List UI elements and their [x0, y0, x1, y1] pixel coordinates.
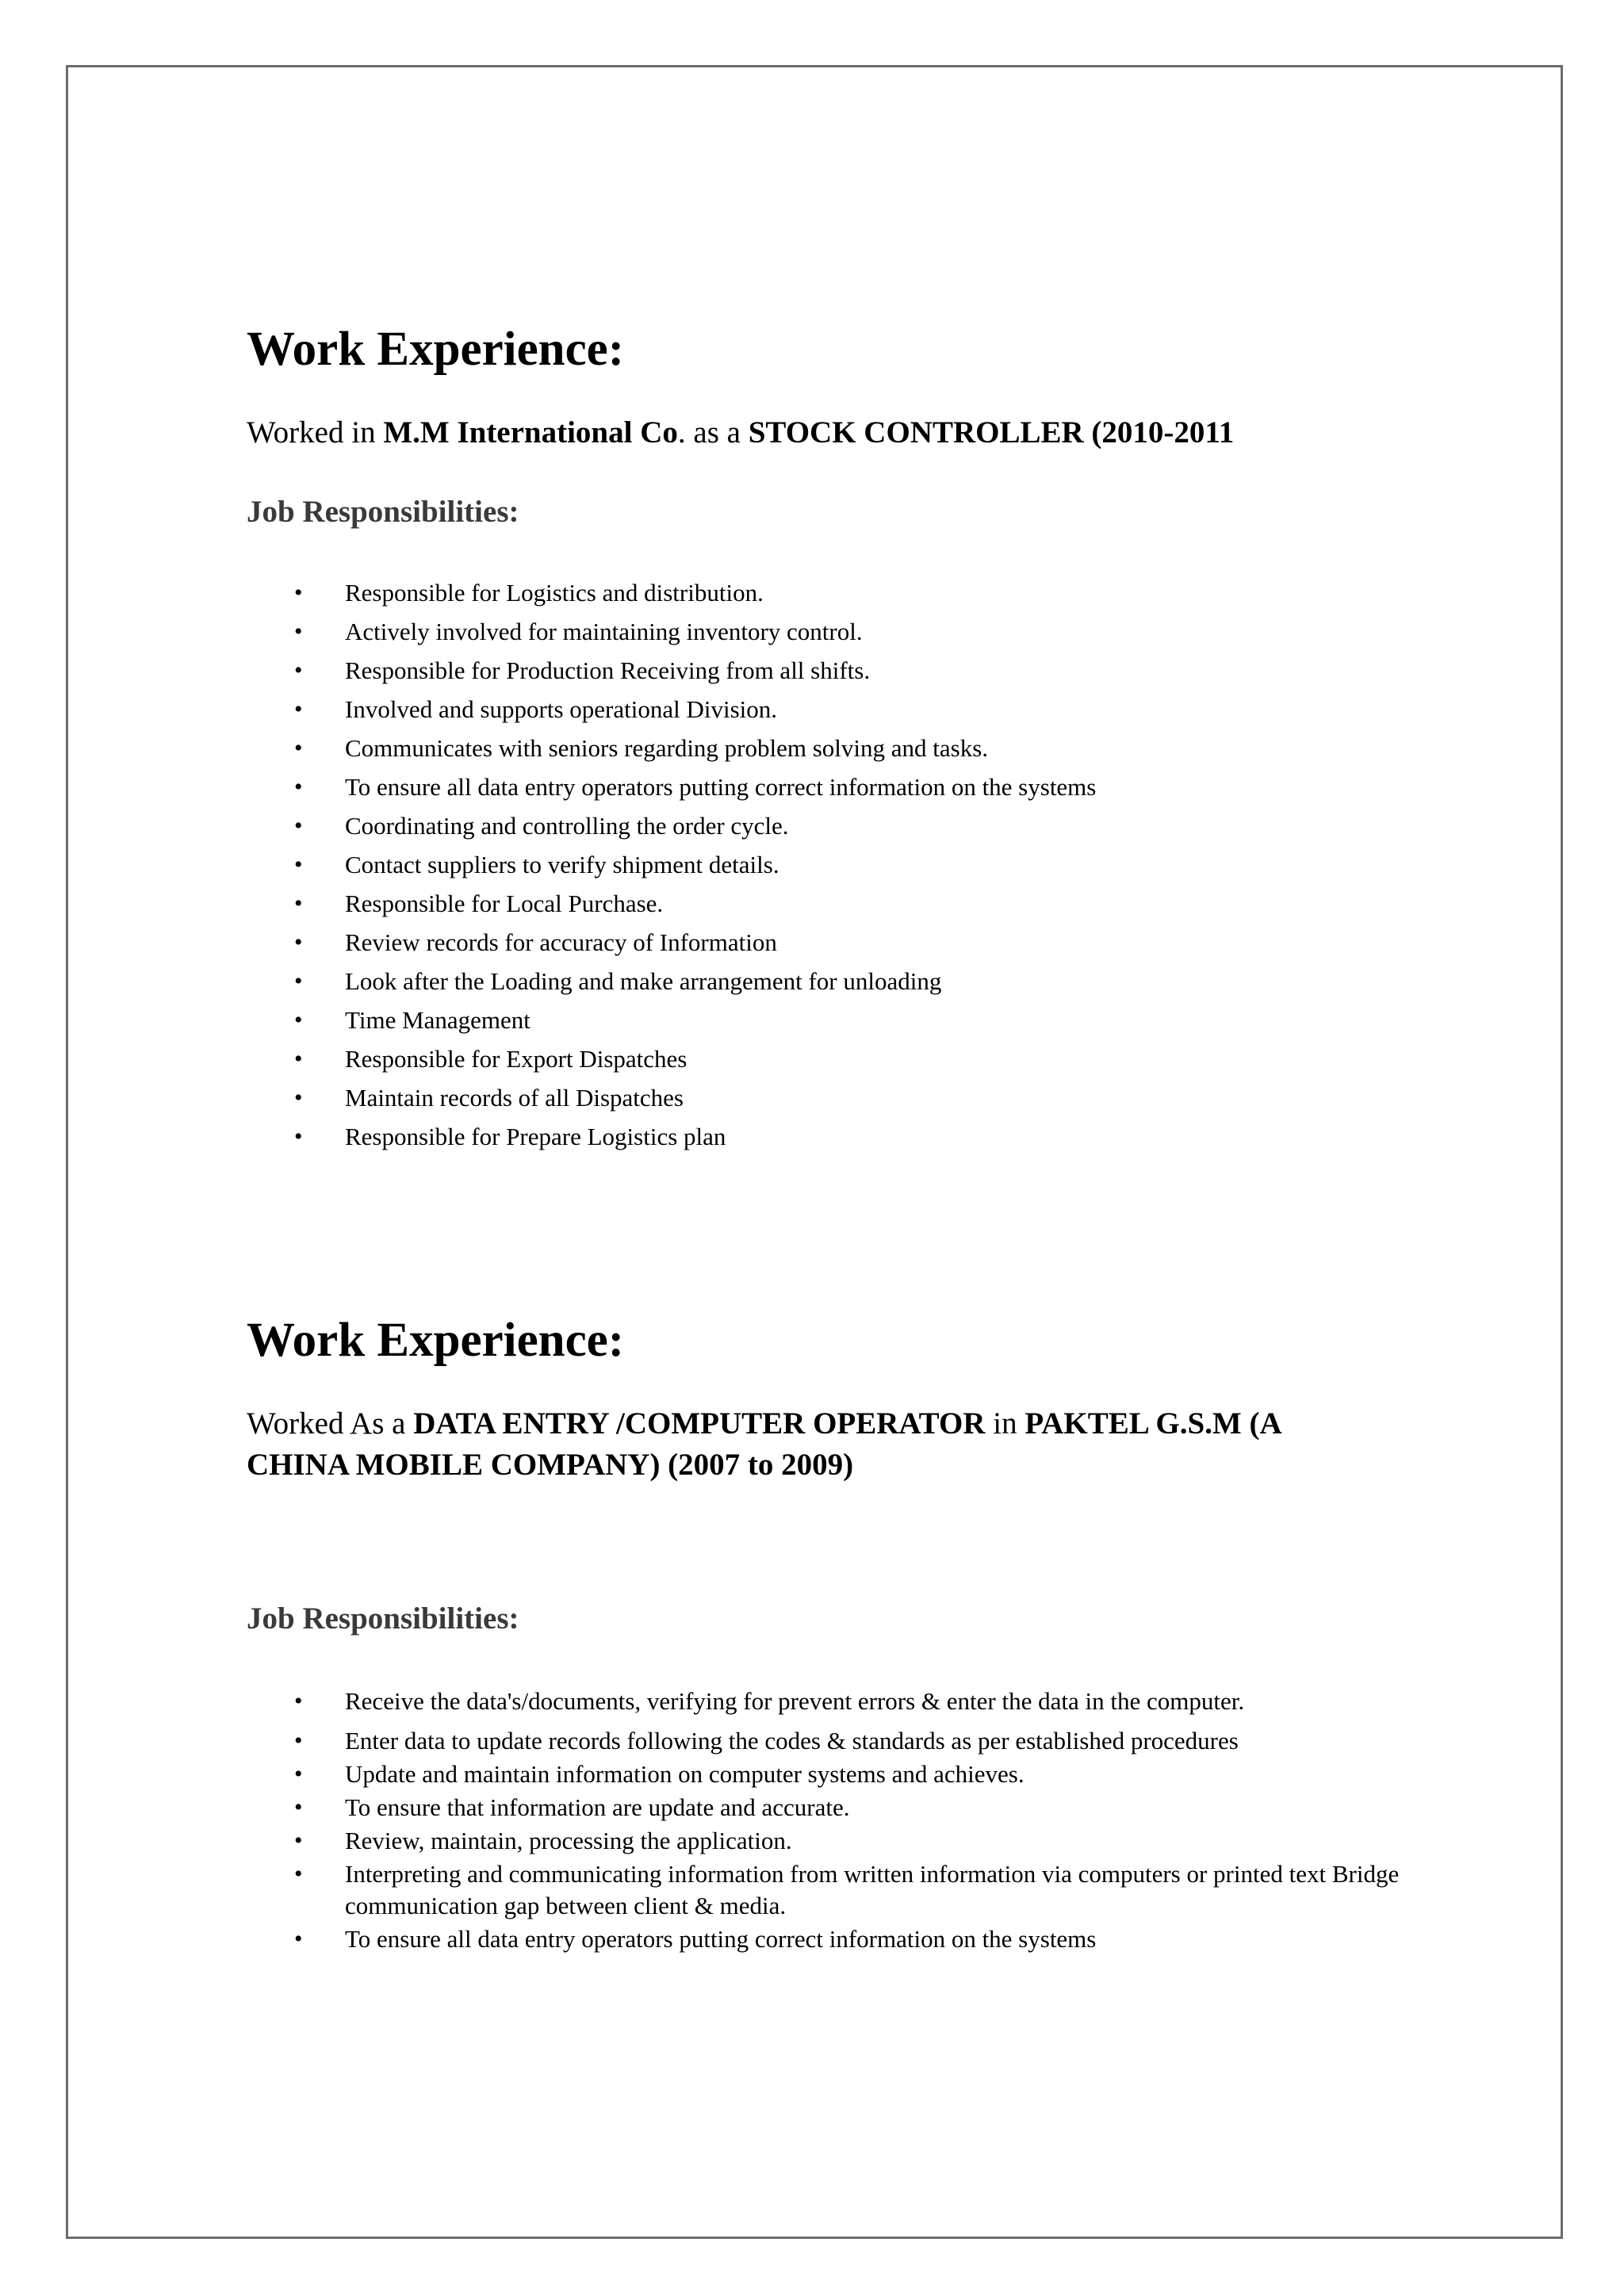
list-item-text: Responsible for Production Receiving from all shifts. — [345, 656, 871, 684]
section-title: Work Experience: — [247, 323, 625, 376]
bullet-icon: • — [294, 1794, 303, 1820]
list-item — [247, 1725, 1412, 1757]
role-text: Worked As a — [247, 1406, 414, 1441]
list-item — [247, 966, 1412, 997]
list-item-text: Contact suppliers to verify shipment details. — [345, 851, 779, 878]
list-item-text: Communicates with seniors regarding problem solving and tasks. — [345, 734, 989, 762]
bullet-icon: • — [294, 580, 303, 606]
list-item-text: Involved and supports operational Division. — [345, 695, 777, 723]
bullet-icon: • — [294, 813, 303, 839]
role-text: in — [985, 1406, 1025, 1441]
list-item — [247, 655, 1412, 687]
list-item-text: Enter data to update records following the codes & standards as per established procedures — [345, 1727, 1239, 1755]
list-item-text: Responsible for Local Purchase. — [345, 890, 664, 917]
list-item-text: Responsible for Logistics and distribution. — [345, 579, 764, 607]
list-item — [247, 1121, 1412, 1153]
responsibilities-heading: Job Responsibilities: — [247, 1601, 519, 1636]
list-item — [247, 1082, 1412, 1114]
bullet-icon: • — [294, 657, 303, 683]
list-item-text: Time Management — [345, 1006, 530, 1034]
list-item — [247, 888, 1412, 920]
list-item-text: Actively involved for maintaining inventory control. — [345, 618, 863, 645]
list-item-text: Review, maintain, processing the application. — [345, 1827, 792, 1854]
list-item-text: Interpreting and communicating information from written information via computers or printed text Bridge communication gap between client & media. — [345, 1860, 1400, 1919]
responsibilities-heading: Job Responsibilities: — [247, 495, 519, 529]
bullet-icon: • — [294, 1861, 303, 1887]
bullet-icon: • — [294, 968, 303, 994]
role-emphasis: STOCK CONTROLLER (2010-2011 — [748, 415, 1235, 450]
role-text: Worked in — [247, 415, 384, 450]
bullet-icon: • — [294, 851, 303, 878]
bullet-icon: • — [294, 1761, 303, 1787]
list-item — [247, 1858, 1412, 1922]
list-item-text: Update and maintain information on computer systems and achieves. — [345, 1760, 1025, 1788]
role-emphasis: DATA ENTRY /COMPUTER OPERATOR — [413, 1406, 986, 1441]
bullet-icon: • — [294, 735, 303, 761]
list-item-text: Coordinating and controlling the order cycle. — [345, 812, 789, 840]
responsibilities-list — [247, 577, 1412, 1160]
bullet-icon: • — [294, 1728, 303, 1754]
bullet-icon: • — [294, 1007, 303, 1033]
bullet-icon: • — [294, 890, 303, 916]
list-item — [247, 771, 1412, 803]
list-item — [247, 694, 1412, 725]
bullet-icon: • — [294, 1046, 303, 1072]
list-item — [247, 1758, 1412, 1790]
role-line — [247, 412, 1234, 453]
bullet-icon: • — [294, 929, 303, 955]
bullet-icon: • — [294, 1827, 303, 1854]
list-item-text: Maintain records of all Dispatches — [345, 1084, 684, 1112]
list-item-text: Review records for accuracy of Information — [345, 928, 777, 956]
role-text: . as a — [677, 415, 749, 450]
role-line — [247, 1403, 1373, 1486]
bullet-icon: • — [294, 1123, 303, 1150]
bullet-icon: • — [294, 1926, 303, 1952]
list-item-text: Look after the Loading and make arrangement for unloading — [345, 967, 942, 995]
list-item — [247, 733, 1412, 764]
list-item — [247, 577, 1412, 609]
list-item — [247, 927, 1412, 959]
list-item — [247, 1923, 1412, 1955]
bullet-icon: • — [294, 774, 303, 800]
list-item-text: Responsible for Prepare Logistics plan — [345, 1123, 726, 1150]
responsibilities-list — [247, 1686, 1412, 1957]
list-item-text: To ensure all data entry operators putting correct information on the systems — [345, 773, 1097, 801]
list-item — [247, 1043, 1412, 1075]
list-item-text: Receive the data's/documents, verifying for prevent errors & enter the data in the computer. — [345, 1687, 1245, 1715]
role-emphasis: M.M International Co — [383, 415, 678, 450]
bullet-icon: • — [294, 1085, 303, 1111]
list-item — [247, 1686, 1412, 1717]
list-item-text: Responsible for Export Dispatches — [345, 1045, 688, 1073]
list-item-text: To ensure all data entry operators putting correct information on the systems — [345, 1925, 1097, 1953]
bullet-icon: • — [294, 1688, 303, 1714]
bullet-icon: • — [294, 618, 303, 645]
section-title: Work Experience: — [247, 1314, 625, 1367]
role-emphasis: PAKTEL G.S.M (A CHINA MOBILE COMPANY) (2007 to 2009) — [247, 1406, 1281, 1482]
list-item — [247, 810, 1412, 842]
list-item — [247, 1825, 1412, 1857]
list-item — [247, 1792, 1412, 1823]
list-item — [247, 849, 1412, 881]
list-item-text: To ensure that information are update and accurate. — [345, 1793, 850, 1821]
list-item — [247, 616, 1412, 648]
list-item — [247, 1004, 1412, 1036]
bullet-icon: • — [294, 696, 303, 722]
